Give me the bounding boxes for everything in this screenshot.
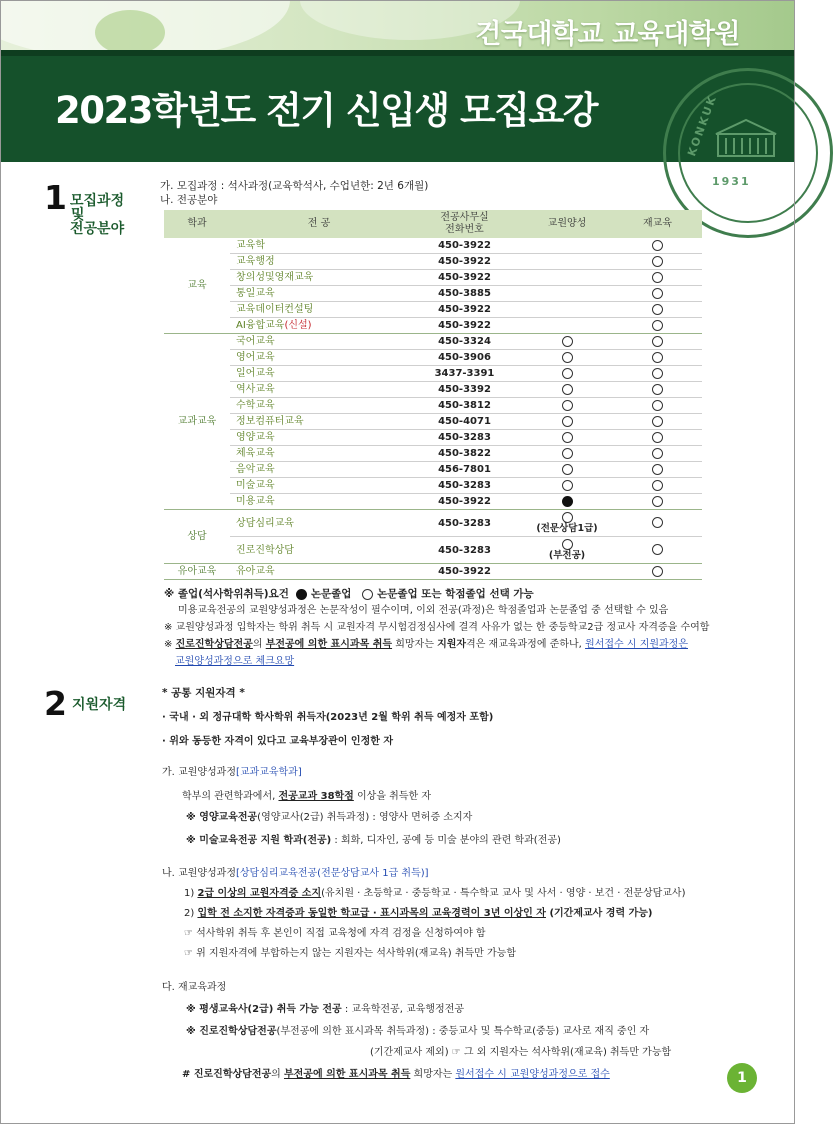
- phone-cell: 450-3324: [408, 334, 521, 350]
- empty-circle-icon: [562, 432, 573, 443]
- dept-cell: 교육: [164, 238, 230, 334]
- phone-cell: 450-3812: [408, 398, 521, 414]
- major-cell: [230, 430, 408, 446]
- phone-cell: 450-3822: [408, 446, 521, 462]
- teacher-cell: [521, 510, 613, 537]
- header-reedu: 재교육: [613, 210, 702, 238]
- ga-title-b: [교과교육학과]: [235, 767, 302, 778]
- da-item-1: [186, 1003, 464, 1017]
- course-line: 가. 모집과정 : 석사과정(교육학석사, 수업년한: 2년 6개월): [160, 180, 429, 192]
- major-cell: [230, 510, 408, 537]
- teacher-cell: [521, 462, 613, 478]
- seal-building-icon: [706, 116, 786, 161]
- section-1-title-line2: 및: [71, 207, 85, 223]
- major-name: 역사교육: [236, 384, 275, 396]
- reedu-cell: [613, 494, 702, 510]
- major-cell: [230, 478, 408, 494]
- table-row: [164, 446, 702, 462]
- note-graduation: [164, 587, 534, 601]
- ga-1c: 이상을 취득한 자: [353, 791, 431, 802]
- da-4e: 원서접수 시 교원양성과정으로 접수: [455, 1069, 610, 1080]
- note-cc-b: 진로진학상담전공: [175, 639, 253, 650]
- major-name: AI융합교육: [236, 320, 285, 332]
- major-cell: [230, 350, 408, 366]
- note-teacher-cert: ※ 교원양성과정 입학자는 학위 취득 시 교원자격 무시험검정심사에 결격 사유가 없는 한 중등학교2급 정교사 자격증을 수여함: [164, 622, 710, 633]
- ga-1b: 전공교과 38학점: [278, 791, 354, 802]
- da-item-2: [186, 1025, 649, 1039]
- major-cell: [230, 366, 408, 382]
- phone-cell: 450-3283: [408, 537, 521, 564]
- na-title-a: 나. 교원양성과정: [162, 868, 236, 879]
- major-name: 정보컴퓨터교육: [236, 416, 304, 428]
- da-1b: : 교육학전공, 교육행정전공: [341, 1004, 465, 1015]
- reedu-cell: [613, 537, 702, 564]
- reedu-cell: [613, 366, 702, 382]
- major-name: 일어교육: [236, 368, 275, 380]
- major-name: 유아교육: [236, 566, 275, 578]
- empty-circle-icon: [652, 496, 663, 507]
- section-1-title-line1: 모집과정: [70, 193, 125, 209]
- header-banner: [0, 0, 795, 50]
- reedu-cell: [613, 318, 702, 334]
- new-badge: (신설): [284, 320, 312, 332]
- teacher-cell: [521, 334, 613, 350]
- major-cell: [230, 414, 408, 430]
- note-career-counsel: [164, 638, 688, 652]
- ga-title-a: 가. 교원양성과정: [162, 767, 236, 778]
- empty-circle-icon: [562, 416, 573, 427]
- major-cell: [230, 398, 408, 414]
- empty-circle-icon: [652, 336, 663, 347]
- na-2c: (기간제교사 경력 가능): [545, 908, 653, 919]
- teacher-cell: [521, 382, 613, 398]
- reedu-cell: [613, 238, 702, 254]
- teacher-cell: [521, 286, 613, 302]
- reedu-cell: [613, 286, 702, 302]
- na-2a: 2): [184, 908, 198, 919]
- page-number: 1: [727, 1063, 757, 1093]
- major-name: 미용교육: [236, 496, 275, 508]
- da-4d: 희망자는: [410, 1069, 456, 1080]
- ga-item-3: [186, 834, 561, 848]
- empty-circle-icon: [652, 400, 663, 411]
- major-name: 교육학: [236, 240, 265, 252]
- reedu-cell: [613, 254, 702, 270]
- da-title: 다. 재교육과정: [162, 982, 227, 993]
- table-row: [164, 334, 702, 350]
- ga-item-2: [186, 811, 472, 825]
- header-dept: 학과: [164, 210, 230, 238]
- major-name: 창의성및영재교육: [236, 272, 314, 284]
- table-row: [164, 254, 702, 270]
- empty-circle-icon: [562, 336, 573, 347]
- ga-item-1: [182, 790, 431, 804]
- reedu-cell: [613, 350, 702, 366]
- teacher-cell: [521, 564, 613, 580]
- phone-cell: 450-3922: [408, 302, 521, 318]
- common-item-2: · 위와 동등한 자격이 있다고 교육부장관이 인정한 자: [162, 736, 394, 747]
- na-title: [162, 867, 429, 881]
- major-name: 체육교육: [236, 448, 275, 460]
- header-phone-line1: 전공사무실: [440, 212, 489, 223]
- reedu-cell: [613, 414, 702, 430]
- major-name: 음악교육: [236, 464, 275, 476]
- header-phone: [408, 210, 521, 238]
- common-title: * 공통 지원자격 *: [162, 687, 245, 699]
- major-name: 영어교육: [236, 352, 275, 364]
- empty-circle-icon: [562, 512, 573, 523]
- note-graduation-opt2: 논문졸업 또는 학점졸업 선택 가능: [377, 588, 534, 600]
- major-name: 영양교육: [236, 432, 275, 444]
- section-2-title: 지원자격: [72, 697, 127, 713]
- empty-circle-icon: [652, 256, 663, 267]
- major-name: 상담심리교육: [236, 517, 294, 529]
- table-row: [164, 414, 702, 430]
- major-cell: [230, 254, 408, 270]
- phone-cell: 450-3922: [408, 270, 521, 286]
- teacher-cell: [521, 430, 613, 446]
- phone-cell: 450-3922: [408, 564, 521, 580]
- empty-circle-icon: [652, 272, 663, 283]
- major-cell: [230, 270, 408, 286]
- major-cell: [230, 446, 408, 462]
- teacher-cell: [521, 537, 613, 564]
- major-name: 국어교육: [236, 336, 275, 348]
- phone-cell: 456-7801: [408, 462, 521, 478]
- table-row: [164, 537, 702, 564]
- reedu-cell: [613, 382, 702, 398]
- major-name: 미술교육: [236, 480, 275, 492]
- reedu-cell: [613, 430, 702, 446]
- note-cc-g: 격은 재교육과정에 준하나,: [466, 639, 586, 650]
- empty-circle-icon: [562, 368, 573, 379]
- filled-circle-icon: [296, 589, 307, 600]
- seal-year: 1931: [712, 175, 751, 188]
- field-line: 나. 전공분야: [160, 194, 218, 206]
- note-beauty: 미용교육전공의 교원양성과정은 논문작성이 필수이며, 이외 전공(과정)은 학점졸업과 논문졸업 중 선택할 수 있음: [178, 605, 669, 616]
- phone-cell: 450-3922: [408, 254, 521, 270]
- page-title: 2023학년도 전기 신입생 모집요강: [55, 89, 598, 132]
- reedu-cell: [613, 334, 702, 350]
- table-row: [164, 270, 702, 286]
- da-4c: 부전공에 의한 표시과목 취득: [283, 1069, 411, 1080]
- teacher-cell: [521, 238, 613, 254]
- table-row: [164, 382, 702, 398]
- empty-circle-icon: [652, 320, 663, 331]
- empty-circle-icon: [652, 384, 663, 395]
- reedu-cell: [613, 270, 702, 286]
- major-cell: [230, 286, 408, 302]
- empty-circle-icon: [562, 352, 573, 363]
- reedu-cell: [613, 398, 702, 414]
- teacher-cell: [521, 398, 613, 414]
- phone-cell: 3437-3391: [408, 366, 521, 382]
- table-row: [164, 430, 702, 446]
- da-item-3: (기간제교사 제외) ☞ 그 외 지원자는 석사학위(재교육) 취득만 가능함: [370, 1047, 672, 1058]
- empty-circle-icon: [562, 480, 573, 491]
- note-cc-f: 지원자: [437, 639, 467, 650]
- na-item-4: ☞ 위 지원자격에 부합하는지 않는 지원자는 석사학위(재교육) 취득만 가능함: [184, 948, 516, 959]
- table-row: [164, 478, 702, 494]
- note-cc-h: 원서접수 시 지원과정은: [585, 639, 688, 650]
- ga-1a: 학부의 관련학과에서,: [182, 791, 279, 802]
- empty-circle-icon: [652, 517, 663, 528]
- table-row: [164, 286, 702, 302]
- note-graduation-opt1: 논문졸업: [310, 588, 352, 600]
- phone-cell: 450-3922: [408, 318, 521, 334]
- phone-cell: 450-3906: [408, 350, 521, 366]
- dept-cell: 유아교육: [164, 564, 230, 580]
- da-2b: (부전공에 의한 표시과목 취득과정) : 중등교사 및 특수학교(중등) 교사로 재직 중인 자: [276, 1026, 650, 1037]
- table-row: [164, 494, 702, 510]
- teacher-cell: [521, 414, 613, 430]
- na-1c: (유치원 · 초등학교 · 중등학교 · 특수학교 교사 및 사서 · 영양 · 보건 · 전문상담교사): [321, 888, 686, 899]
- na-item-3: ☞ 석사학위 취득 후 본인이 직접 교육청에 자격 검정을 신청하여야 함: [184, 928, 486, 939]
- phone-cell: 450-3392: [408, 382, 521, 398]
- empty-circle-icon: [652, 566, 663, 577]
- seal-text: KONKUK: [685, 93, 720, 158]
- na-2b: 입학 전 소지한 자격증과 동일한 학교급 · 표시과목의 교육경력이 3년 이상인 자: [197, 908, 546, 919]
- empty-circle-icon: [652, 544, 663, 555]
- table-row: [164, 350, 702, 366]
- reedu-cell: [613, 478, 702, 494]
- ga-2a: ※ 영양교육전공: [186, 812, 258, 823]
- empty-circle-icon: [562, 400, 573, 411]
- empty-circle-icon: [652, 432, 663, 443]
- teacher-cell: [521, 318, 613, 334]
- table-row: [164, 366, 702, 382]
- ga-3a: ※ 미술교육전공 지원 학과(전공): [186, 835, 332, 846]
- teacher-note: (부전공): [548, 550, 586, 562]
- na-1a: 1): [184, 888, 198, 899]
- school-name: 건국대학교 교육대학원: [475, 19, 740, 50]
- common-item-1: · 국내 · 외 정규대학 학사학위 취득자(2023년 2월 학위 취득 예정자 포함): [162, 712, 494, 723]
- major-name: 교육데이터컨설팅: [236, 304, 314, 316]
- da-4b: 의: [271, 1069, 284, 1080]
- major-cell: [230, 564, 408, 580]
- teacher-cell: [521, 350, 613, 366]
- reedu-cell: [613, 462, 702, 478]
- major-name: 수학교육: [236, 400, 275, 412]
- note-cc-e: 희망자는: [392, 639, 438, 650]
- major-cell: [230, 382, 408, 398]
- major-name: 진로진학상담: [236, 544, 294, 556]
- reedu-cell: [613, 446, 702, 462]
- phone-cell: 450-3922: [408, 238, 521, 254]
- empty-circle-icon: [562, 448, 573, 459]
- major-cell: [230, 238, 408, 254]
- section-1-title: [70, 193, 124, 238]
- phone-cell: 450-4071: [408, 414, 521, 430]
- da-4a: # 진로진학상담전공: [182, 1069, 272, 1080]
- table-row: [164, 318, 702, 334]
- table-row: [164, 564, 702, 580]
- ga-3b: : 회화, 디자인, 공예 등 미술 분야의 관련 학과(전공): [331, 835, 561, 846]
- na-item-2: [184, 907, 653, 921]
- table-row: [164, 510, 702, 537]
- major-cell: [230, 318, 408, 334]
- empty-circle-icon: [652, 304, 663, 315]
- major-name: 통일교육: [236, 288, 275, 300]
- empty-circle-icon: [562, 539, 573, 550]
- major-cell: [230, 537, 408, 564]
- section-1-number: 1: [44, 178, 67, 217]
- major-cell: [230, 302, 408, 318]
- major-cell: [230, 334, 408, 350]
- phone-cell: 450-3283: [408, 510, 521, 537]
- empty-circle-icon: [652, 368, 663, 379]
- teacher-cell: [521, 446, 613, 462]
- table-row: [164, 302, 702, 318]
- note-cc-d: 부전공에 의한 표시과목 취득: [265, 639, 393, 650]
- ga-title: [162, 766, 302, 780]
- header-teacher: 교원양성: [521, 210, 613, 238]
- na-item-1: [184, 887, 685, 901]
- reedu-cell: [613, 510, 702, 537]
- da-item-4: [182, 1068, 610, 1082]
- na-title-b: [상담심리교육전공(전문상담교사 1급 취득)]: [235, 868, 429, 879]
- phone-cell: 450-3922: [408, 494, 521, 510]
- teacher-cell: [521, 302, 613, 318]
- phone-cell: 450-3283: [408, 430, 521, 446]
- da-1a: ※ 평생교육사(2급) 취득 가능 전공: [186, 1004, 342, 1015]
- ga-2b: (영양교사(2급) 취득과정) : 영양사 면허증 소지자: [257, 812, 473, 823]
- teacher-note: (전문상담1급): [536, 523, 598, 535]
- majors-table: [164, 210, 702, 580]
- reedu-cell: [613, 302, 702, 318]
- table-row: [164, 462, 702, 478]
- reedu-cell: [613, 564, 702, 580]
- section-2-number: 2: [44, 684, 67, 723]
- major-cell: [230, 494, 408, 510]
- empty-circle-icon: [652, 240, 663, 251]
- note-cc-c: 의: [252, 639, 266, 650]
- teacher-cell: [521, 494, 613, 510]
- section-1-title-line3: 전공분야: [70, 221, 125, 237]
- teacher-cell: [521, 270, 613, 286]
- empty-circle-icon: [562, 384, 573, 395]
- table-row: [164, 398, 702, 414]
- header-major: 전 공: [230, 210, 408, 238]
- teacher-cell: [521, 478, 613, 494]
- dept-cell: 교과교육: [164, 334, 230, 510]
- table-header-row: [164, 210, 702, 238]
- empty-circle-icon: [652, 448, 663, 459]
- dept-cell: 상담: [164, 510, 230, 564]
- empty-circle-icon: [652, 352, 663, 363]
- teacher-cell: [521, 366, 613, 382]
- phone-cell: 450-3885: [408, 286, 521, 302]
- header-phone-line2: 전화번호: [445, 224, 484, 235]
- table-row: [164, 238, 702, 254]
- empty-circle-icon: [562, 464, 573, 475]
- da-2a: ※ 진로진학상담전공: [186, 1026, 277, 1037]
- note-graduation-prefix: ※ 졸업(석사학위취득)요건: [164, 588, 289, 600]
- teacher-cell: [521, 254, 613, 270]
- empty-circle-icon: [652, 480, 663, 491]
- note-cc-a: ※: [164, 639, 176, 650]
- empty-circle-icon: [652, 464, 663, 475]
- phone-cell: 450-3283: [408, 478, 521, 494]
- major-name: 교육행정: [236, 256, 275, 268]
- filled-circle-icon: [562, 496, 573, 507]
- empty-circle-icon: [652, 288, 663, 299]
- empty-circle-icon: [362, 589, 373, 600]
- na-1b: 2급 이상의 교원자격증 소지: [197, 888, 322, 899]
- major-cell: [230, 462, 408, 478]
- note-career-counsel-2: 교원양성과정으로 체크요망: [175, 656, 295, 667]
- empty-circle-icon: [652, 416, 663, 427]
